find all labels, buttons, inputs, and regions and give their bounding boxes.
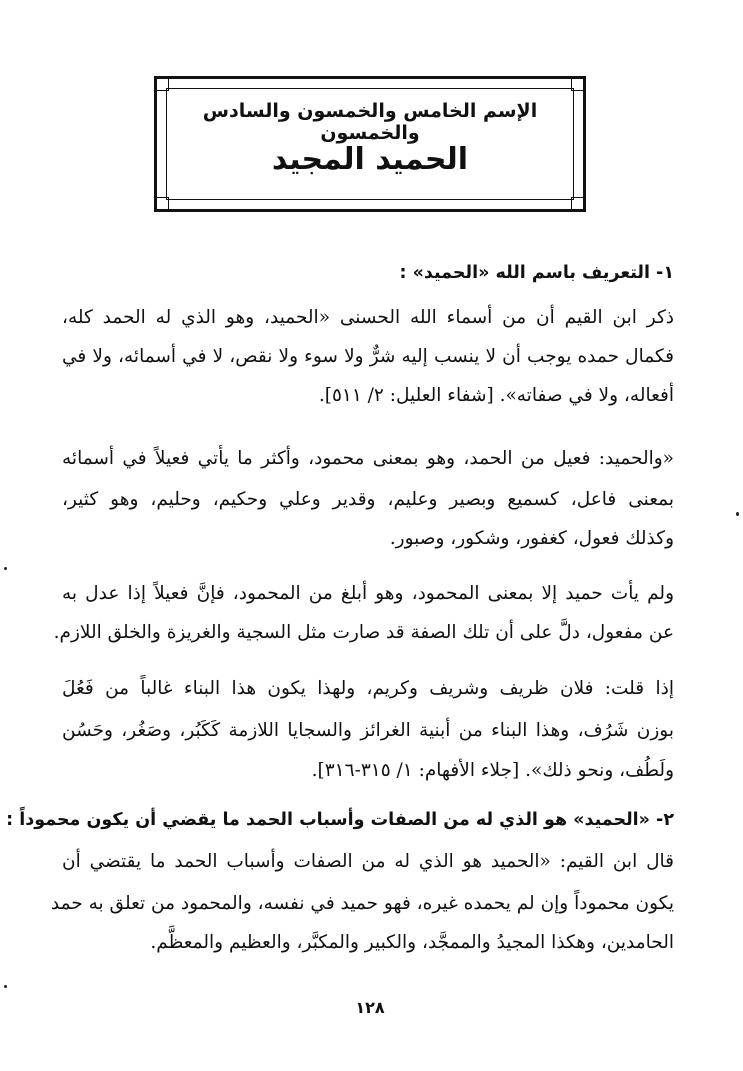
frame-corner-ornament bbox=[571, 197, 585, 211]
scan-speck bbox=[736, 512, 739, 516]
frame-corner-ornament bbox=[571, 77, 585, 91]
paragraph-line: قال ابن القيم: «الحميد هو الذي له من الصفات وأسباب الحمد ما يقتضي أن bbox=[62, 851, 674, 872]
paragraph-line: فكمال حمده يوجب أن لا ينسب إليه شرٌّ ولا سوء ولا نقص، لا في أسمائه، ولا في bbox=[62, 346, 674, 367]
paragraph-line: يكون محموداً وإن لم يحمده غيره، فهو حميد في نفسه، والمحمود من تعلق به حمد bbox=[50, 893, 674, 914]
paragraph-line: أفعاله، ولا في صفاته». [شفاء العليل: ٢/ ٥١١]. bbox=[318, 385, 674, 406]
frame-corner-ornament bbox=[155, 77, 169, 91]
section-heading: ٢- «الحميد» هو الذي له من الصفات وأسباب الحمد ما يقضي أن يكون محموداً : bbox=[6, 810, 674, 830]
paragraph-line: وكذلك فعول، كغفور، وشكور، وصبور. bbox=[389, 528, 674, 549]
scan-speck bbox=[4, 985, 7, 988]
scan-speck bbox=[4, 567, 7, 570]
paragraph-line: ولم يأت حميد إلا بمعنى المحمود، وهو أبلغ من المحمود، فإنَّ فعيلاً إذا عدل به bbox=[62, 583, 674, 604]
paragraph-line: عن مفعول، دلَّ على أن تلك الصفة قد صارت مثل السجية والغريزة والخلق اللازم. bbox=[53, 622, 674, 643]
chapter-subtitle: الإسم الخامس والخمسون والسادس والخمسون bbox=[202, 100, 538, 144]
frame-corner-ornament bbox=[155, 197, 169, 211]
paragraph-line: بمعنى فاعل، كسميع وبصير وعليم، وقدير وعلي وحكيم، وحليم، وهو كثير، bbox=[62, 489, 674, 510]
paragraph-line: الحامدين، وهكذا المجيدُ والممجَّد، والكبير والمكبَّر، والعظيم والمعظَّم. bbox=[150, 932, 674, 953]
chapter-title: الحميد المجيد bbox=[271, 142, 469, 177]
section-heading: ١- التعريف باسم الله «الحميد» : bbox=[399, 263, 674, 283]
paragraph-line: ذكر ابن القيم أن من أسماء الله الحسنى «الحميد، وهو الذي له الحمد كله، bbox=[62, 307, 674, 328]
page-number: ١٢٨ bbox=[355, 998, 385, 1017]
paragraph-line: «والحميد: فعيل من الحمد، وهو بمعنى محمود، وأكثر ما يأتي فعيلاً في أسمائه bbox=[62, 448, 674, 469]
paragraph-line: ولَطُف، ونحو ذلك». [جلاء الأفهام: ١/ ٣١٥-٣١٦]. bbox=[311, 760, 674, 781]
paragraph-line: بوزن شَرُف، وهذا البناء من أبنية الغرائز والسجايا اللازمة كَكَبُر، وصَغُر، وحَسُن bbox=[62, 720, 674, 741]
paragraph-line: إذا قلت: فلان ظريف وشريف وكريم، ولهذا يكون هذا البناء غالباً من فَعُلَ bbox=[62, 678, 674, 699]
